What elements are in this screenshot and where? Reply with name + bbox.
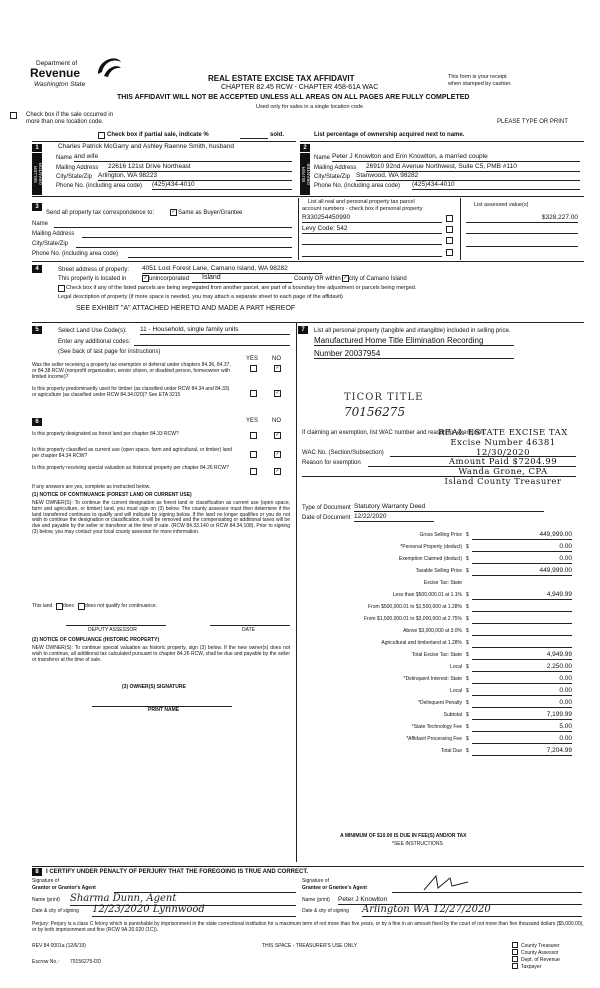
s6-question-2: Is this property classified as current use (open space, farm and agricultural, or timber) land per chapter 84.34 RCW? xyxy=(32,447,233,459)
tax-row xyxy=(298,722,584,734)
same-as-buyer-checkbox[interactable]: ✓ xyxy=(171,209,176,215)
seller-name-value-1: Charles Patrick McGarry and Ashley Raenne Smith, husband xyxy=(58,143,234,150)
legal-description-label: Legal description of property (if more space is needed, you may attach a separate sheet to each page of the affidavit) xyxy=(58,294,343,300)
tax-row-value[interactable]: 4,949.99 xyxy=(472,591,572,600)
tax-row-dollar: $ xyxy=(466,628,469,634)
s6-q2-yes[interactable] xyxy=(250,451,257,459)
correspondence-section xyxy=(32,198,296,260)
form-title: REAL ESTATE EXCISE TAX AFFIDAVIT xyxy=(208,74,355,83)
tax-row xyxy=(298,626,584,638)
grantee-sig-label-1: Signature of xyxy=(302,878,329,884)
tax-row-dollar: $ xyxy=(466,700,469,706)
tax-row-label: Taxable Selling Price xyxy=(415,568,462,574)
s6-yes-header: YES xyxy=(246,418,259,424)
seller-phone-field[interactable]: (425)434-4010 xyxy=(152,181,292,190)
tax-row-value[interactable]: 2,250.00 xyxy=(472,663,572,672)
partial-percent-field[interactable] xyxy=(240,138,268,139)
buyer-address-label: Mailing Address xyxy=(314,165,357,171)
street-label: Street address of property: xyxy=(58,267,130,273)
tax-row-dollar: $ xyxy=(466,748,469,754)
corr-name-label: Name xyxy=(32,221,49,227)
grantee-signature-mark xyxy=(422,872,472,894)
additional-codes-label: Enter any additional codes: xyxy=(58,339,131,345)
assessed-field-1[interactable]: $328,227.00 xyxy=(466,214,578,223)
seller-name-field[interactable]: and wife xyxy=(74,153,292,162)
tax-row-label: Total Excise Tax: State xyxy=(411,652,462,658)
buyer-section xyxy=(300,141,584,195)
excise-stamp-line-2: Excise Number 46381 xyxy=(450,437,556,448)
tax-row-dollar: $ xyxy=(466,592,469,598)
notice2-body: NEW OWNER(S): To continue special valuation as historic property, sign (3) below. If the new owner(s) does not wish to continue, all additional tax calculated pursuant to chapter 84.26 RCW, shall be due and payable by the seller or transferor at the time of sale. xyxy=(32,645,290,663)
doc-date-field[interactable]: 12/22/2020 xyxy=(354,513,434,522)
tax-row-label: Gross Selling Price xyxy=(419,532,462,538)
property-section xyxy=(32,263,584,321)
located-label: This property is located in xyxy=(58,276,127,282)
partial-sold-label: sold. xyxy=(270,132,285,138)
section-1-number: 1 xyxy=(32,144,42,152)
form-chapter: CHAPTER 82.45 RCW - CHAPTER 458-61A WAC xyxy=(221,84,379,91)
grantee-sig-label-2: Grantee or Grantee's Agent xyxy=(302,885,367,891)
s6-q3-no[interactable]: ✓ xyxy=(275,468,280,474)
deputy-signature-line[interactable] xyxy=(66,625,166,626)
corr-phone-label: Phone No. (including area code) xyxy=(32,251,119,257)
tax-row-label: Less than $500,000.01 at 1.1% xyxy=(392,592,462,598)
tax-row-dollar: $ xyxy=(466,544,469,550)
assessed-field-3[interactable] xyxy=(466,246,578,247)
unincorporated-checkbox[interactable]: ✓ xyxy=(143,275,148,281)
tax-row-label: From $500,000.01 to $1,500,000 at 1.28% xyxy=(368,604,462,610)
land-does-not-label: does not qualify for continuance. xyxy=(85,603,157,609)
seller-address-field[interactable]: 22616 121st Drive Northeast xyxy=(108,163,292,172)
grantor-print-label: Name (print) xyxy=(32,897,60,903)
correspondence-label: Send all property tax correspondence to: xyxy=(46,210,155,216)
corr-phone-field[interactable] xyxy=(128,257,292,258)
this-land-label: This land xyxy=(32,603,53,609)
s5-no-header: NO xyxy=(272,356,281,362)
tax-row-value[interactable]: 4,949.99 xyxy=(472,651,572,660)
assessed-header: List assessed value(s) xyxy=(474,202,529,208)
copy-recipient-checkbox[interactable] xyxy=(512,963,518,969)
unincorporated-label: unincorporated xyxy=(149,276,190,282)
tax-row xyxy=(298,566,584,578)
tax-row xyxy=(298,578,584,590)
multi-location-checkbox[interactable] xyxy=(10,112,17,120)
section-4-number: 4 xyxy=(32,265,42,273)
land-does-label: does xyxy=(63,603,74,609)
tax-row xyxy=(298,554,584,566)
parcel-personal-checkbox-2[interactable] xyxy=(446,226,453,234)
see-back-note: (See back of last page for instructions) xyxy=(58,349,161,355)
buyer-name-field[interactable]: Peter J Knowlton and Erin Knowlton, a married couple xyxy=(332,153,580,162)
tax-row xyxy=(298,746,584,758)
escrow-label: Escrow No.: xyxy=(32,959,59,965)
land-does-not-checkbox[interactable] xyxy=(78,603,85,611)
seller-address-label: Mailing Address xyxy=(56,165,99,171)
copy-recipient xyxy=(512,963,592,970)
seller-city-field[interactable]: Arlington, WA 98223 xyxy=(98,172,292,181)
tax-row-value[interactable]: 0.00 xyxy=(472,735,572,744)
parcel-field-3[interactable] xyxy=(302,244,442,245)
tax-row xyxy=(298,686,584,698)
tax-row-value[interactable]: 449,999.00 xyxy=(472,531,572,540)
copy-recipient-label: County Treasurer xyxy=(521,942,560,949)
form-revision: REV 84 0001a (12/6/19) xyxy=(32,943,86,949)
receipt-note-1: This form is your receipt xyxy=(448,74,507,80)
ticor-title-stamp: TICOR TITLE xyxy=(344,392,424,403)
tax-row-dollar: $ xyxy=(466,556,469,562)
excise-stamp-line-4: Amount Paid $7204.99 xyxy=(448,457,558,468)
partial-sale-checkbox[interactable] xyxy=(98,132,105,140)
s5-yes-header: YES xyxy=(246,356,259,362)
parcel-personal-checkbox-4[interactable] xyxy=(446,249,453,257)
tax-row-value[interactable]: 0.00 xyxy=(472,687,572,696)
section-8-number: 8 xyxy=(32,868,42,876)
copy-distribution-list xyxy=(512,942,592,970)
s6-if-yes: If any answers are yes, complete as instructed below. xyxy=(32,484,151,490)
seller-section xyxy=(32,141,296,195)
tax-row-dollar: $ xyxy=(466,640,469,646)
doc-type-label: Type of Document xyxy=(302,505,351,511)
parcel-personal-checkbox-3[interactable] xyxy=(446,237,453,245)
grantee-date-label: Date & city of signing xyxy=(302,908,349,914)
seller-name-label: Name xyxy=(56,155,73,161)
tax-row-label: Excise Tax: State xyxy=(423,580,462,586)
excise-stamp xyxy=(418,429,588,488)
owner-signature-label: (3) OWNER(S) SIGNATURE xyxy=(122,684,186,690)
seller-city-label: City/State/Zip xyxy=(56,174,93,180)
tax-row-label: Local xyxy=(450,688,462,694)
tax-row-dollar: $ xyxy=(466,664,469,670)
dor-logo-line1: Department of xyxy=(36,60,78,67)
certify-statement: I CERTIFY UNDER PENALTY OF PERJURY THAT THE FOREGOING IS TRUE AND CORRECT. xyxy=(46,869,309,875)
personal-property-label: List all personal property (tangible and intangible) included in selling price. xyxy=(314,328,511,334)
tax-row-value[interactable] xyxy=(472,615,572,624)
tax-row-value[interactable]: 7,199.99 xyxy=(472,711,572,720)
grantor-sig-label-2: Grantor or Grantor's Agent xyxy=(32,885,96,891)
corr-address-label: Mailing Address xyxy=(32,231,75,237)
s6-no-header: NO xyxy=(272,418,281,424)
copy-recipient-label: County Assessor xyxy=(521,949,559,956)
tax-row-dollar: $ xyxy=(466,532,469,538)
county-or-label: County OR within xyxy=(294,276,341,282)
grantor-sig-label-1: Signature of xyxy=(32,878,59,884)
land-does-checkbox[interactable] xyxy=(56,603,63,611)
same-as-buyer-label: Same as Buyer/Grantee xyxy=(178,210,243,216)
copy-recipient xyxy=(512,942,592,949)
excise-stamp-line-6: Island County Treasurer xyxy=(444,476,562,487)
ownership-note: List percentage of ownership acquired next to name. xyxy=(314,132,465,138)
document-block xyxy=(298,503,584,525)
city-of-checkbox[interactable]: ✓ xyxy=(343,275,348,281)
s6-question-3: Is this property receiving special valuation as historical property per chapter 84.26 RCW? xyxy=(32,465,229,471)
seller-phone-label: Phone No. (including area code) xyxy=(56,183,143,189)
tax-row-dollar: $ xyxy=(466,724,469,730)
excise-stamp-line-3: 12/30/2020 xyxy=(476,447,530,458)
buyer-phone-label: Phone No. (including area code) xyxy=(314,183,401,189)
form-warning: THIS AFFIDAVIT WILL NOT BE ACCEPTED UNLESS ALL AREAS ON ALL PAGES ARE FULLY COMPLETED xyxy=(117,94,470,101)
tax-row-value[interactable]: 5.00 xyxy=(472,723,572,732)
notice2-title: (2) NOTICE OF COMPLIANCE (HISTORIC PROPERTY) xyxy=(32,637,160,643)
tax-row-label: Local xyxy=(450,664,462,670)
s5-q2-no[interactable]: ✓ xyxy=(275,390,280,396)
corr-name-field[interactable] xyxy=(54,227,292,228)
s5-question-2: Is this property predominantly used for timber (as classified under RCW 84.34 and 84.33) or agriculture (as classified under RCW 84.34.020)? See ETA 3215 xyxy=(32,386,230,398)
section-6-number: 6 xyxy=(32,418,42,426)
tax-row-label: *Personal Property (deduct) xyxy=(400,544,462,550)
legal-description-value: SEE EXHIBIT "A" ATTACHED HERETO AND MADE A PART HEREOF xyxy=(76,305,296,312)
exemption-label: If claiming an exemption, list WAC number and reason for exemption: xyxy=(302,430,487,436)
excise-stamp-line-5: Wanda Grone, CPA xyxy=(458,467,548,478)
tax-row-dollar: $ xyxy=(466,652,469,658)
tax-row xyxy=(298,662,584,674)
doc-date-label: Date of Document xyxy=(302,515,351,521)
tax-row-dollar: $ xyxy=(466,568,469,574)
s5-q1-no[interactable]: ✓ xyxy=(275,365,280,371)
escrow-value: 70156275-DD xyxy=(70,959,102,965)
county-field[interactable]: Island xyxy=(192,274,292,283)
tax-row-value[interactable]: 0.00 xyxy=(472,675,572,684)
parcel-field-4[interactable] xyxy=(302,256,442,257)
tax-row-dollar: $ xyxy=(466,616,469,622)
tax-row-value[interactable]: 0.00 xyxy=(472,699,572,708)
deputy-date-label: DATE xyxy=(242,627,255,633)
please-type: PLEASE TYPE OR PRINT xyxy=(497,119,568,125)
grantee-print-label: Name (print) xyxy=(302,897,330,903)
tax-table xyxy=(298,530,584,760)
personal-property-section xyxy=(298,324,584,487)
tax-row-label: Agricultural and timberland at 1.28% xyxy=(381,640,462,646)
copy-recipient-label: Dept. of Revenue xyxy=(521,956,560,963)
tax-row-value[interactable] xyxy=(472,627,572,636)
s5-q1-yes[interactable] xyxy=(250,365,257,373)
certification-section xyxy=(32,868,584,948)
buyer-city-field[interactable]: Stanwood, WA 98282 xyxy=(356,172,580,181)
section6 xyxy=(32,418,294,818)
partial-sale-label: Check box if partial sale, indicate % xyxy=(107,132,209,138)
tax-row xyxy=(298,542,584,554)
tax-row-label: *Delinquent Penalty xyxy=(418,700,462,706)
section-3-number: 3 xyxy=(32,203,42,211)
tax-row-dollar: $ xyxy=(466,676,469,682)
copy-recipient-checkbox[interactable] xyxy=(512,949,518,955)
doc-type-field[interactable]: Statutory Warranty Deed xyxy=(354,503,544,512)
tax-row-value[interactable]: 449,999.00 xyxy=(472,567,572,576)
dor-logo-line3: Washington State xyxy=(34,81,86,88)
s6-q2-no[interactable]: ✓ xyxy=(275,451,280,457)
notice1-title: (1) NOTICE OF CONTINUANCE (FOREST LAND OR CURRENT USE) xyxy=(32,492,192,498)
tax-row xyxy=(298,674,584,686)
segregated-label: Check box if any of the listed parcels are being segregated from another parcel, are part of a boundary line adjustment or parcels being merged. xyxy=(66,285,417,291)
tax-row xyxy=(298,650,584,662)
assessed-field-2[interactable] xyxy=(466,233,578,234)
personal-property-line-2[interactable]: Number 20037954 xyxy=(314,349,514,359)
tax-row-value[interactable]: 0.00 xyxy=(472,543,572,552)
tax-row xyxy=(298,530,584,542)
parcel-header-2: account numbers - check box if personal property xyxy=(302,206,423,212)
wac-label: WAC No. (Section/Subsection) xyxy=(302,450,384,456)
parcel-field-2[interactable]: Levy Code: 542 xyxy=(302,225,442,234)
minimum-due-note: A MINIMUM OF $10.00 IS DUE IN FEE(S) AND/OR TAX xyxy=(340,833,467,839)
copy-recipient xyxy=(512,949,592,956)
perjury-statement: Perjury: Perjury is a class C felony which is punishable by imprisonment in the state correctional institution for a maximum term of not more than five years, or by a fine in an amount fixed by the court of not more than five thousand dollars ($5,000.00), or by both imprisonment and fine (RCW 9A.20.020 (1C)). xyxy=(32,921,584,933)
tax-row xyxy=(298,734,584,746)
grantee-date-field[interactable]: Arlington WA 12/27/2020 xyxy=(362,904,582,917)
treasurer-use-label: THIS SPACE - TREASURER'S USE ONLY xyxy=(262,943,358,949)
tax-row-value[interactable]: 7,204.99 xyxy=(472,747,572,756)
section-5-number: 5 xyxy=(32,326,42,334)
segregated-checkbox[interactable] xyxy=(58,285,65,293)
tax-row-label: Total Due xyxy=(440,748,462,754)
multi-location-label-2: more than one location code. xyxy=(26,119,104,125)
tax-row xyxy=(298,590,584,602)
multi-location-label-1: Check box if the sale occurred in xyxy=(26,112,114,118)
s6-q1-yes[interactable] xyxy=(250,432,257,440)
tax-row-dollar: $ xyxy=(466,688,469,694)
corr-address-field[interactable] xyxy=(82,237,292,238)
city-of-label: city of Camano Island xyxy=(349,276,407,282)
buyer-city-label: City/State/Zip xyxy=(314,174,351,180)
section-2-number: 2 xyxy=(300,144,310,152)
corr-city-field[interactable] xyxy=(76,247,292,248)
street-field[interactable]: 4051 Lost Forest Lane, Camano Island, WA 98282 xyxy=(142,265,322,274)
additional-codes-field[interactable] xyxy=(134,345,290,346)
deputy-date-line[interactable] xyxy=(210,625,290,626)
tax-row-label: *State Technology Fee xyxy=(411,724,462,730)
seller-vertical-label: SELLER GRANTOR xyxy=(33,162,44,186)
parcel-header-1: List all real and personal property tax parcel xyxy=(308,199,415,205)
land-use-label: Select Land Use Code(s): xyxy=(58,328,127,334)
grantee-signature-line[interactable] xyxy=(392,892,582,893)
s6-q3-yes[interactable] xyxy=(250,468,257,476)
buyer-address-field[interactable]: 26910 92nd Avenue Northwest, Suite C5, PMB #110 xyxy=(366,163,580,172)
s6-question-1: Is this property designated as forest land per chapter 84.33 RCW? xyxy=(32,431,179,437)
section-7-number: 7 xyxy=(298,326,308,334)
tax-row-label: Above $3,000,000 at 3.0% xyxy=(403,628,462,634)
s6-q1-no[interactable]: ✓ xyxy=(275,432,280,438)
grantor-date-field[interactable]: 12/23/2020 Lynnwood xyxy=(92,904,296,917)
corr-city-label: City/State/Zip xyxy=(32,241,69,247)
parcel-field-1[interactable]: R330254450990 xyxy=(302,214,442,223)
buyer-vertical-label: BUYER GRANTEE xyxy=(301,163,312,185)
grantor-date-label: Date & city of signing xyxy=(32,908,79,914)
grantee-print-field[interactable]: Peter J Knowlton xyxy=(338,896,582,905)
buyer-phone-field[interactable]: (425)434-4010 xyxy=(412,181,580,190)
tax-row-label: Subtotal xyxy=(443,712,462,718)
personal-property-line-1[interactable]: Manufactured Home Title Elimination Recording xyxy=(314,336,514,346)
notice1-body: NEW OWNER(S): To continue the current designation as forest land or classification as current use (open space, farm and agriculture, or timber) land, you must sign on (3) below. The county assessor must then determine if the land transferred continues to qualify and will indicate by signing below. If the land no longer qualifies or you do not wish to continue the designation or classification, it will be removed and the compensating or additional taxes will be due and payable by the seller or transferor at the time of sale. (RCW 84.33.140 or RCW 84.34.108). Prior to signing (3) below, you may contact your local county assessor for more information. xyxy=(32,500,290,535)
copy-recipient-checkbox[interactable] xyxy=(512,956,518,962)
tax-row-dollar: $ xyxy=(466,736,469,742)
tax-row xyxy=(298,638,584,650)
copy-recipient-label: Taxpayer xyxy=(521,963,542,970)
dor-logo-line2: Revenue xyxy=(30,66,81,80)
print-name-label: PRINT NAME xyxy=(148,707,180,713)
land-use-code-field[interactable]: 11 - Household, single family units xyxy=(140,326,290,335)
tax-row-label: *Affidavit Processing Fee xyxy=(406,736,462,742)
tax-row-label: *Delinquent Interest: State xyxy=(403,676,462,682)
parcel-personal-checkbox-1[interactable] xyxy=(446,215,453,223)
dor-logo xyxy=(28,52,138,92)
s5-question-1: Was the seller receiving a property tax exemption or deferral under chapters 84.36, 84.37, or 84.38 RCW (nonprofit organization, senior citizen, or disabled person, homeowner with limited income)? xyxy=(32,362,231,380)
buyer-name-label: Name xyxy=(314,155,331,161)
excise-stamp-line-1: REAL ESTATE EXCISE TAX xyxy=(438,428,568,438)
single-location-note: Used only for sales in a single location code xyxy=(256,104,364,110)
parcel-section xyxy=(298,198,584,260)
land-use-section xyxy=(32,324,294,416)
grantor-print-field[interactable]: Sharma Dunn, Agent xyxy=(70,893,296,906)
tax-row-label: Exemption Claimed (deduct) xyxy=(398,556,462,562)
tax-row xyxy=(298,614,584,626)
tax-row-value[interactable]: 0.00 xyxy=(472,555,572,564)
deputy-assessor-label: DEPUTY ASSESSOR xyxy=(88,627,137,633)
see-instructions-note: *SEE INSTRUCTIONS xyxy=(392,841,443,847)
tax-row-label: From $1,500,000.01 to $3,000,000 at 2.75% xyxy=(363,616,462,622)
receipt-note-2: when stamped by cashier. xyxy=(448,81,512,87)
dor-logo-icon xyxy=(94,52,124,82)
tax-row xyxy=(298,698,584,710)
ticor-stamp-number: 70156275 xyxy=(344,405,406,419)
tax-row xyxy=(298,710,584,722)
tax-row xyxy=(298,602,584,614)
tax-row-value[interactable] xyxy=(472,639,572,648)
tax-row-value[interactable] xyxy=(472,603,572,612)
copy-recipient-checkbox[interactable] xyxy=(512,942,518,948)
reason-label: Reason for exemption xyxy=(302,460,361,466)
s5-q2-yes[interactable] xyxy=(250,390,257,398)
copy-recipient xyxy=(512,956,592,963)
tax-row-dollar: $ xyxy=(466,712,469,718)
tax-row-dollar: $ xyxy=(466,604,469,610)
